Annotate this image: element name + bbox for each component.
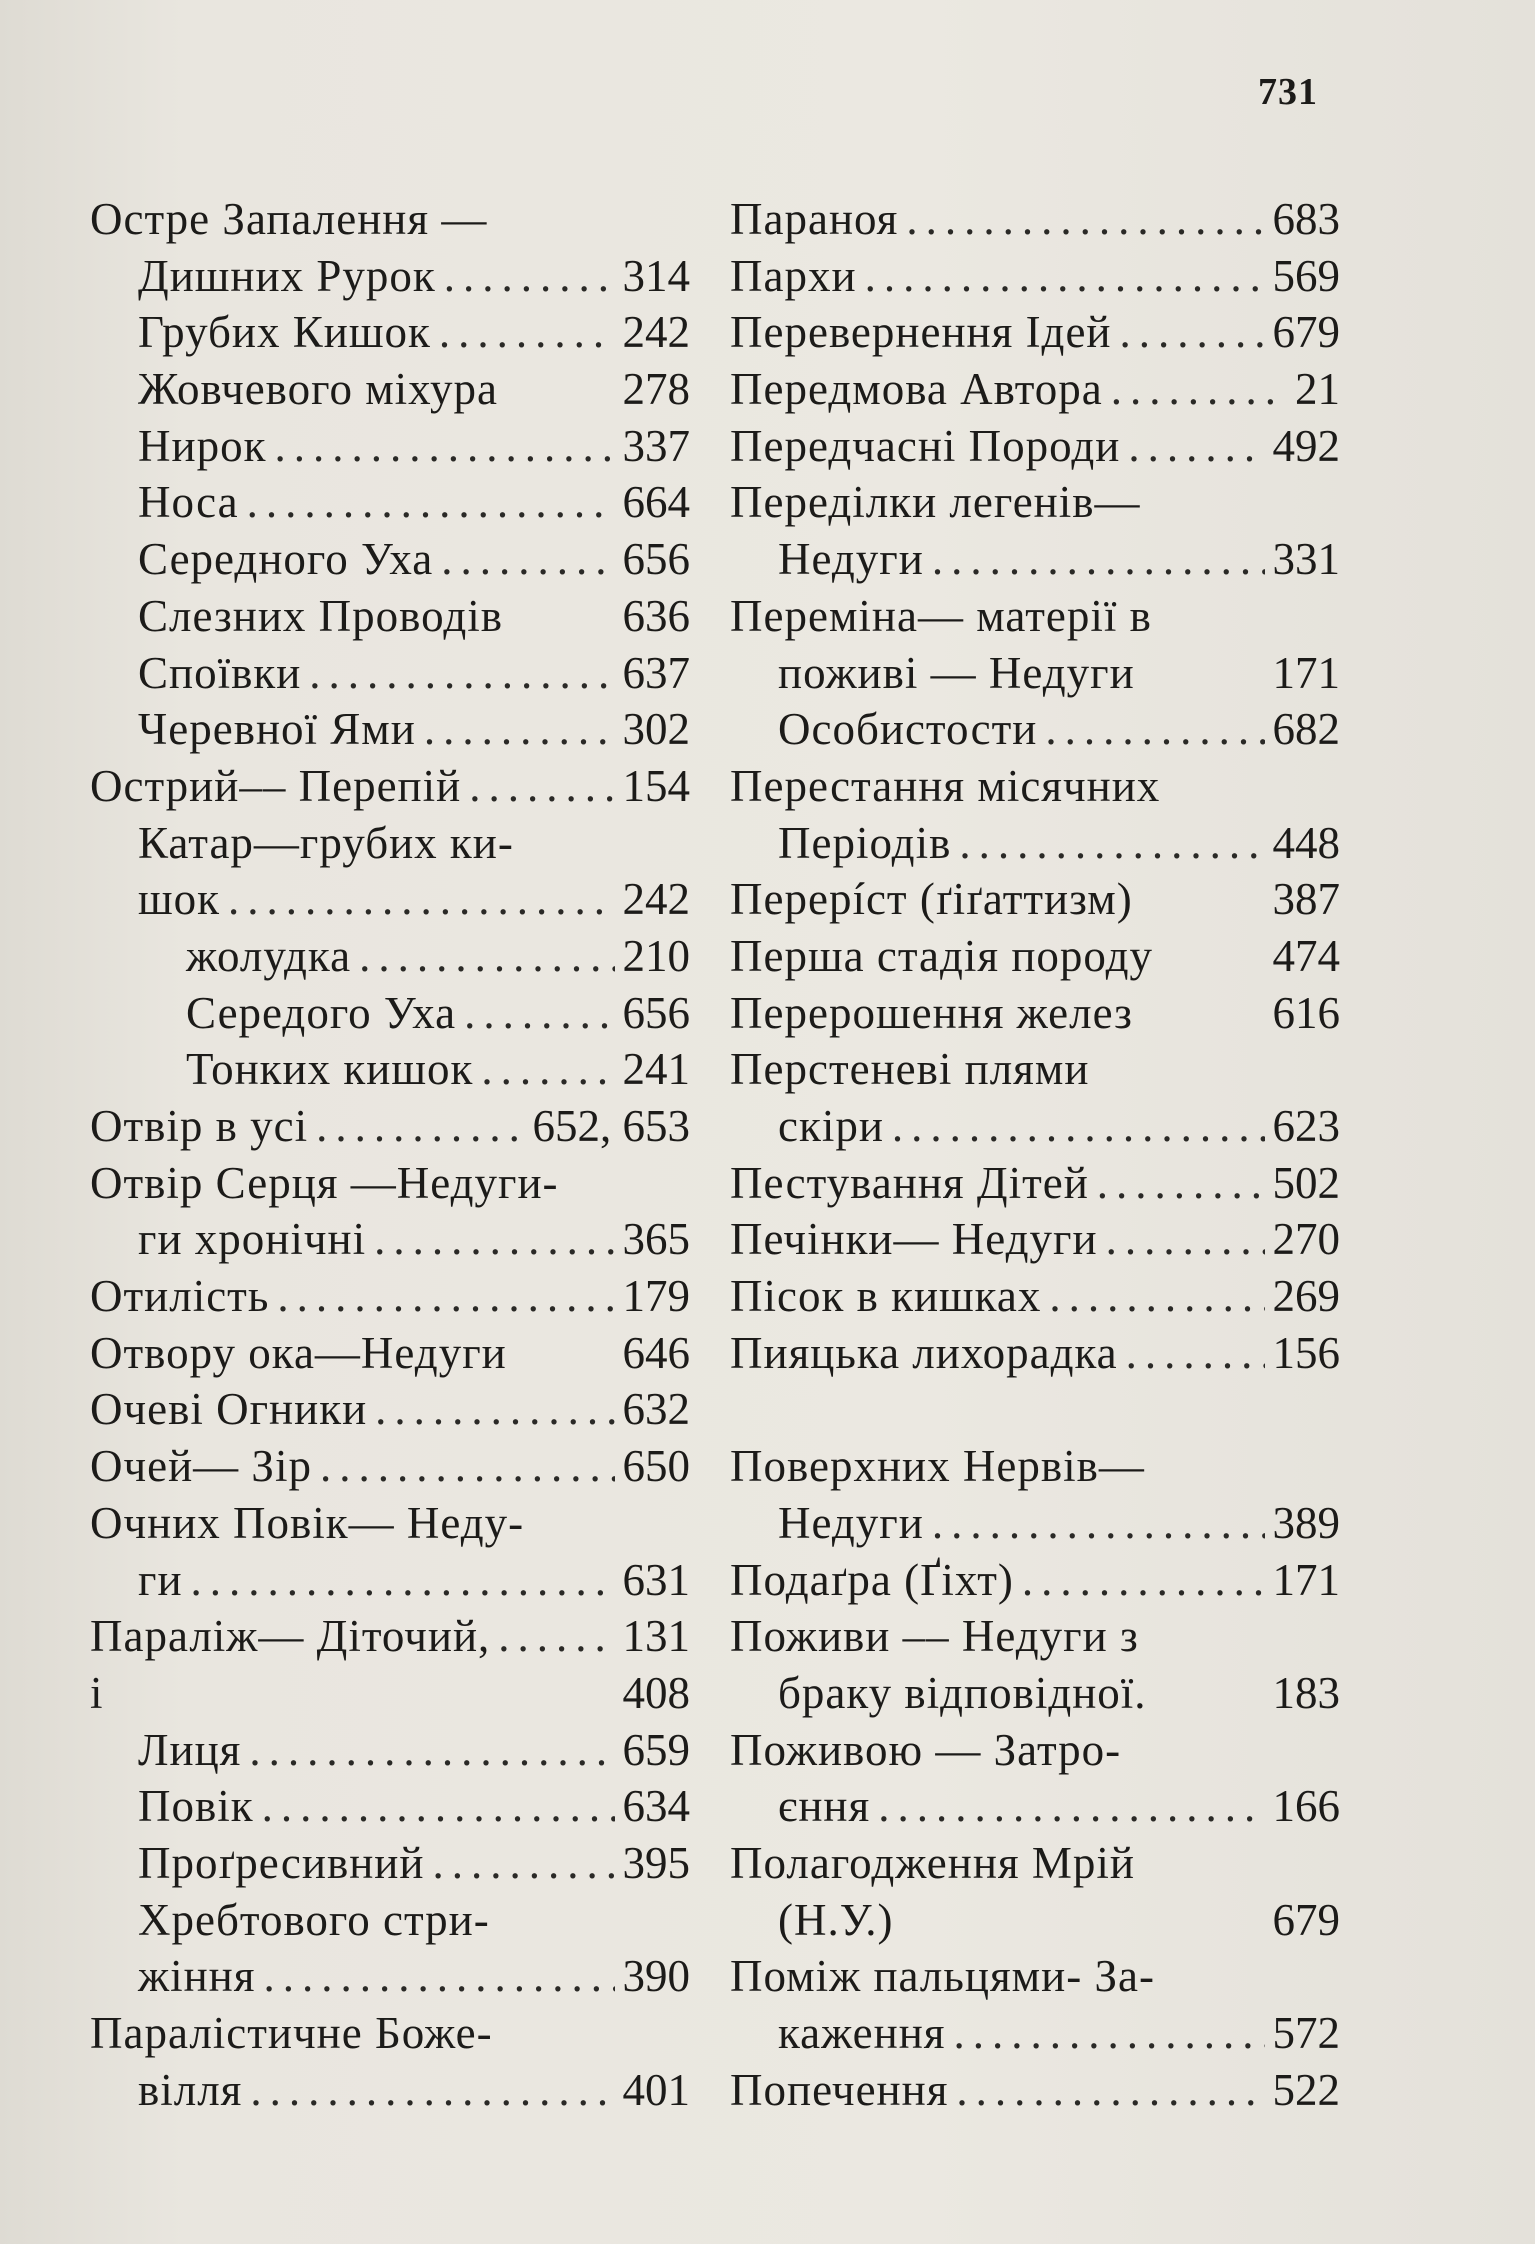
index-entry-page: 156	[1272, 1327, 1340, 1378]
index-entry	[90, 1892, 690, 1949]
index-entry-page: 650	[622, 1441, 690, 1492]
index-entry-label: Перестання місячних	[730, 760, 1161, 811]
index-entry-label: шок	[138, 874, 221, 925]
index-entry	[90, 1155, 690, 1212]
dot-leader	[469, 758, 614, 815]
dot-leader	[262, 1778, 615, 1835]
index-entry-label: поживі — Недуги	[778, 647, 1135, 698]
index-entry-label: Хребтового стри-	[138, 1894, 490, 1945]
index-entry	[90, 304, 690, 361]
dot-leader	[439, 304, 615, 361]
index-entry-page: 572	[1272, 2008, 1340, 2058]
index-entry	[90, 645, 690, 702]
index-entry-page: 171	[1272, 1554, 1340, 1605]
index-entry-page: 171	[1272, 647, 1340, 698]
index-entry-page: 623	[1272, 1101, 1340, 1151]
index-entry-label: браку відповідної.	[778, 1667, 1147, 1718]
index-entry	[730, 531, 1340, 588]
index-entry	[730, 985, 1340, 1042]
index-entry-page: 664	[622, 477, 690, 528]
index-entry-page: 401	[622, 2064, 690, 2115]
dot-leader	[274, 418, 614, 475]
index-entry	[730, 418, 1340, 475]
index-entry-label: Середого Уха	[186, 987, 457, 1038]
index-entry-label: Особистости	[778, 704, 1038, 755]
index-entry	[90, 758, 690, 815]
index-entry	[730, 588, 1340, 645]
index-entry	[730, 1722, 1340, 1779]
dot-leader	[464, 985, 614, 1042]
index-entry-label: Перевернення Ідей	[730, 307, 1112, 358]
index-entry	[730, 701, 1340, 758]
index-entry-label: Слезних Проводів	[138, 590, 503, 641]
dot-leader	[932, 1495, 1265, 1552]
index-entry-page: 154	[622, 760, 690, 811]
index-entry	[90, 1438, 690, 1495]
index-entry-label: Повік	[138, 1781, 254, 1832]
index-entry-label: єння	[778, 1781, 871, 1832]
index-entry-label: каження	[778, 2008, 946, 2058]
index-entry-label: Поживи –– Недуги з	[730, 1611, 1139, 1662]
index-entry	[730, 928, 1340, 985]
dot-leader	[959, 815, 1264, 872]
index-entry	[90, 871, 690, 928]
index-entry	[730, 2062, 1340, 2119]
index-entry-label: Отвір в усі	[90, 1101, 309, 1151]
index-entry-page: 395	[622, 1837, 690, 1888]
index-entry	[730, 645, 1340, 702]
dot-leader	[441, 531, 614, 588]
dot-leader	[954, 2005, 1265, 2062]
index-entry	[90, 985, 690, 1042]
index-entry-label: Попечення	[730, 2064, 949, 2115]
index-entry	[730, 1325, 1340, 1382]
index-entry-page: 659	[622, 1724, 690, 1775]
index-entry	[730, 758, 1340, 815]
index-entry	[90, 2005, 690, 2062]
index-entry-page: 492	[1272, 420, 1340, 471]
index-entry-label: ги хронічні	[138, 1214, 367, 1265]
index-entry-label: Переміна— матерії в	[730, 590, 1152, 641]
dot-leader	[892, 1098, 1265, 1155]
dot-leader	[1128, 418, 1264, 475]
index-entry	[90, 1665, 690, 1722]
index-entry-label: Нирок	[138, 420, 267, 471]
dot-leader	[1120, 304, 1265, 361]
dot-leader	[316, 1098, 524, 1155]
index-column-left	[90, 191, 690, 2118]
index-entry-page: 632	[622, 1384, 690, 1435]
index-entry	[90, 588, 690, 645]
index-entry	[90, 1381, 690, 1438]
index-entry-page: 183	[1272, 1667, 1340, 1718]
index-entry-label: Пестування Дітей	[730, 1157, 1089, 1208]
dot-leader	[1126, 1325, 1265, 1382]
index-entry-label: Носа	[138, 477, 239, 528]
index-entry-label: Поверхних Нервів—	[730, 1441, 1145, 1492]
index-entry-label: Паралістичне Боже-	[90, 2008, 493, 2058]
dot-leader	[1111, 361, 1287, 418]
index-entry	[730, 1211, 1340, 1268]
index-entry	[730, 474, 1340, 531]
index-entry-label: жолудка	[186, 930, 352, 981]
index-entry-page: 616	[1272, 987, 1340, 1038]
index-entry	[730, 1041, 1340, 1098]
index-entry-label: Перша стадія породу	[730, 930, 1154, 981]
index-entry-page: 502	[1272, 1157, 1340, 1208]
index-entry-label: Очей— Зір	[90, 1441, 312, 1492]
index-entry	[90, 1722, 690, 1779]
index-entry-label: Перерошення желез	[730, 987, 1133, 1038]
index-entry-page: 21	[1295, 364, 1340, 415]
dot-leader	[250, 2062, 614, 2119]
index-entry-page: 656	[622, 534, 690, 585]
dot-leader	[481, 1041, 614, 1098]
index-entry-page: 656	[622, 987, 690, 1038]
dot-leader	[498, 1608, 614, 1665]
index-entry-label: Черевної Ями	[138, 704, 416, 755]
index-entry	[730, 1155, 1340, 1212]
dot-leader	[247, 474, 615, 531]
dot-leader	[359, 928, 614, 985]
index-entry-page: 389	[1272, 1497, 1340, 1548]
index-entry-label: Острий–– Перепій	[90, 760, 462, 811]
page-number: 731	[1258, 71, 1318, 113]
index-entry-label: Лиця	[138, 1724, 242, 1775]
index-entry-page: 679	[1272, 307, 1340, 358]
index-entry-label: Періодів	[778, 817, 952, 868]
index-entry-page: 522	[1272, 2064, 1340, 2115]
index-entry-page: 569	[1272, 250, 1340, 301]
index-entry-page: 337	[622, 420, 690, 471]
index-entry-label: Печінки— Недуги	[730, 1214, 1098, 1265]
index-entry-label: скіри	[778, 1101, 884, 1151]
index-entry-page: 679	[1272, 1894, 1340, 1945]
index-entry-page: 408	[622, 1667, 690, 1718]
index-entry-page: 682	[1272, 704, 1340, 755]
index-entry-page: 269	[1272, 1271, 1340, 1322]
index-entry-label: Проґресивний	[138, 1837, 425, 1888]
index-entry	[90, 418, 690, 475]
index-entry-label: Переділки легенів—	[730, 477, 1141, 528]
index-entry	[730, 1608, 1340, 1665]
index-entry-page: 474	[1272, 930, 1340, 981]
index-entry	[90, 1211, 690, 1268]
index-entry-label: Недуги	[778, 534, 924, 585]
index-entry	[90, 815, 690, 872]
index-entry-page: 365	[622, 1214, 690, 1265]
index-entry-page: 637	[622, 647, 690, 698]
index-entry-label: Грубих Кишок	[138, 307, 431, 358]
index-entry	[90, 1835, 690, 1892]
index-entry-label: Тонких кишок	[186, 1044, 474, 1095]
index-entry	[90, 1041, 690, 1098]
dot-leader	[1097, 1155, 1265, 1212]
index-entry	[730, 815, 1340, 872]
index-entry-label: Пархи	[730, 250, 857, 301]
index-entry-label: Отвору ока—Недуги	[90, 1327, 507, 1378]
index-entry-label: Параліж— Діточий,	[90, 1611, 491, 1662]
index-entry-label: Катар—грубих ки-	[138, 817, 514, 868]
dot-leader	[424, 701, 615, 758]
index-entry-page: 387	[1272, 874, 1340, 925]
index-entry	[90, 361, 690, 418]
index-entry-label: Недуги	[778, 1497, 924, 1548]
index-entry-label: Подаґра (Ґіхт)	[730, 1554, 1014, 1605]
dot-leader	[1045, 701, 1264, 758]
index-entry-label: Пияцька лихорадка	[730, 1327, 1118, 1378]
index-entry-page: 179	[622, 1271, 690, 1322]
index-entry	[90, 1552, 690, 1609]
index-entry	[730, 871, 1340, 928]
index-entry-page: 636	[622, 590, 690, 641]
index-entry-page: 242	[622, 307, 690, 358]
index-entry	[90, 1268, 690, 1325]
dot-leader	[956, 2062, 1264, 2119]
index-entry-page: 646	[622, 1327, 690, 1378]
index-entry-label: і	[90, 1667, 104, 1718]
dot-leader	[865, 248, 1265, 305]
index-entry	[90, 1948, 690, 2005]
index-entry	[730, 1098, 1340, 1155]
index-entry-page: 314	[622, 250, 690, 301]
dot-leader	[444, 248, 615, 305]
index-entry-label: Поживою — Затро-	[730, 1724, 1122, 1775]
index-entry-label: Перерíст (ґіґаттизм)	[730, 874, 1133, 925]
index-entry-page: 652, 653	[532, 1101, 690, 1151]
index-entry-page: 331	[1272, 534, 1340, 585]
dot-leader	[1049, 1268, 1264, 1325]
index-entry-label: вілля	[138, 2064, 243, 2115]
index-entry	[730, 1665, 1340, 1722]
index-entry-label: Жовчевого міхура	[138, 364, 498, 415]
dot-leader	[374, 1211, 614, 1268]
index-entry	[730, 1948, 1340, 2005]
dot-leader	[1022, 1552, 1265, 1609]
index-entry	[730, 1778, 1340, 1835]
index-entry-page: 390	[622, 1951, 690, 2002]
index-entry-label: Отвір Серця —Недуги-	[90, 1157, 559, 1208]
index-entry-label: Полагодження Мрій	[730, 1837, 1135, 1888]
index-entry	[90, 2062, 690, 2119]
index-entry-page: 278	[622, 364, 690, 415]
index-entry-label: (Н.У.)	[778, 1894, 894, 1945]
dot-leader	[191, 1552, 615, 1609]
index-entry-label: Передмова Автора	[730, 364, 1103, 415]
dot-leader	[1106, 1211, 1265, 1268]
dot-leader	[309, 645, 614, 702]
dot-leader	[320, 1438, 615, 1495]
index-entry	[90, 248, 690, 305]
index-entry-label: Передчасні Породи	[730, 420, 1121, 471]
index-entry-label: Дишних Рурок	[138, 250, 436, 301]
index-entry-page: 210	[622, 930, 690, 981]
dot-leader	[228, 871, 614, 928]
index-column-right	[730, 191, 1340, 2118]
index-entry-label: Середного Уха	[138, 534, 434, 585]
dot-leader	[249, 1722, 614, 1779]
index-entry-label: ги	[138, 1554, 183, 1605]
index-entry	[90, 474, 690, 531]
index-entry-page: 270	[1272, 1214, 1340, 1265]
index-entry	[90, 928, 690, 985]
index-entry	[90, 1495, 690, 1552]
index-entry-label: Параноя	[730, 194, 899, 244]
index-entry-label: Поміж пальцями- За-	[730, 1951, 1155, 2002]
index-entry-page: 631	[622, 1554, 690, 1605]
index-entry	[730, 1495, 1340, 1552]
index-entry-label: Отилість	[90, 1271, 270, 1322]
index-entry-page: 448	[1272, 817, 1340, 868]
index-entry-label: Остре Запалення —	[90, 194, 488, 244]
index-entry-label: Пісок в кишках	[730, 1271, 1042, 1322]
index-entry-page: 166	[1272, 1781, 1340, 1832]
index-gap	[730, 1381, 1340, 1438]
index-entry	[90, 1098, 690, 1155]
index-entry	[730, 2005, 1340, 2062]
index-entry	[90, 531, 690, 588]
index-entry	[730, 1835, 1340, 1892]
index-entry	[730, 248, 1340, 305]
dot-leader	[277, 1268, 614, 1325]
index-entry	[730, 1438, 1340, 1495]
index-entry-label: Очних Повік— Неду-	[90, 1497, 525, 1548]
index-entry	[90, 1325, 690, 1382]
index-entry	[730, 361, 1340, 418]
index-entry	[730, 1268, 1340, 1325]
index-entry-label: жіння	[138, 1951, 256, 2002]
index-entry	[90, 1778, 690, 1835]
index-entry-label: Очеві Огники	[90, 1384, 368, 1435]
index-entry	[90, 191, 690, 248]
index-entry-page: 634	[622, 1781, 690, 1832]
index-entry	[90, 701, 690, 758]
index-entry-page: 683	[1272, 194, 1340, 244]
index-entry-page: 131	[622, 1611, 690, 1662]
dot-leader	[932, 531, 1265, 588]
index-entry-page: 241	[622, 1044, 690, 1095]
index-entry-label: Споївки	[138, 647, 302, 698]
index-entry	[730, 304, 1340, 361]
dot-leader	[878, 1778, 1264, 1835]
index-entry-label: Перстеневі плями	[730, 1044, 1090, 1095]
index-entry-page: 302	[622, 704, 690, 755]
index-entry	[730, 1552, 1340, 1609]
index-entry	[730, 191, 1340, 248]
dot-leader	[432, 1835, 614, 1892]
dot-leader	[375, 1381, 614, 1438]
dot-leader	[263, 1948, 614, 2005]
dot-leader	[906, 191, 1264, 248]
index-entry	[90, 1608, 690, 1665]
index-entry-page: 242	[622, 874, 690, 925]
index-entry	[730, 1892, 1340, 1949]
